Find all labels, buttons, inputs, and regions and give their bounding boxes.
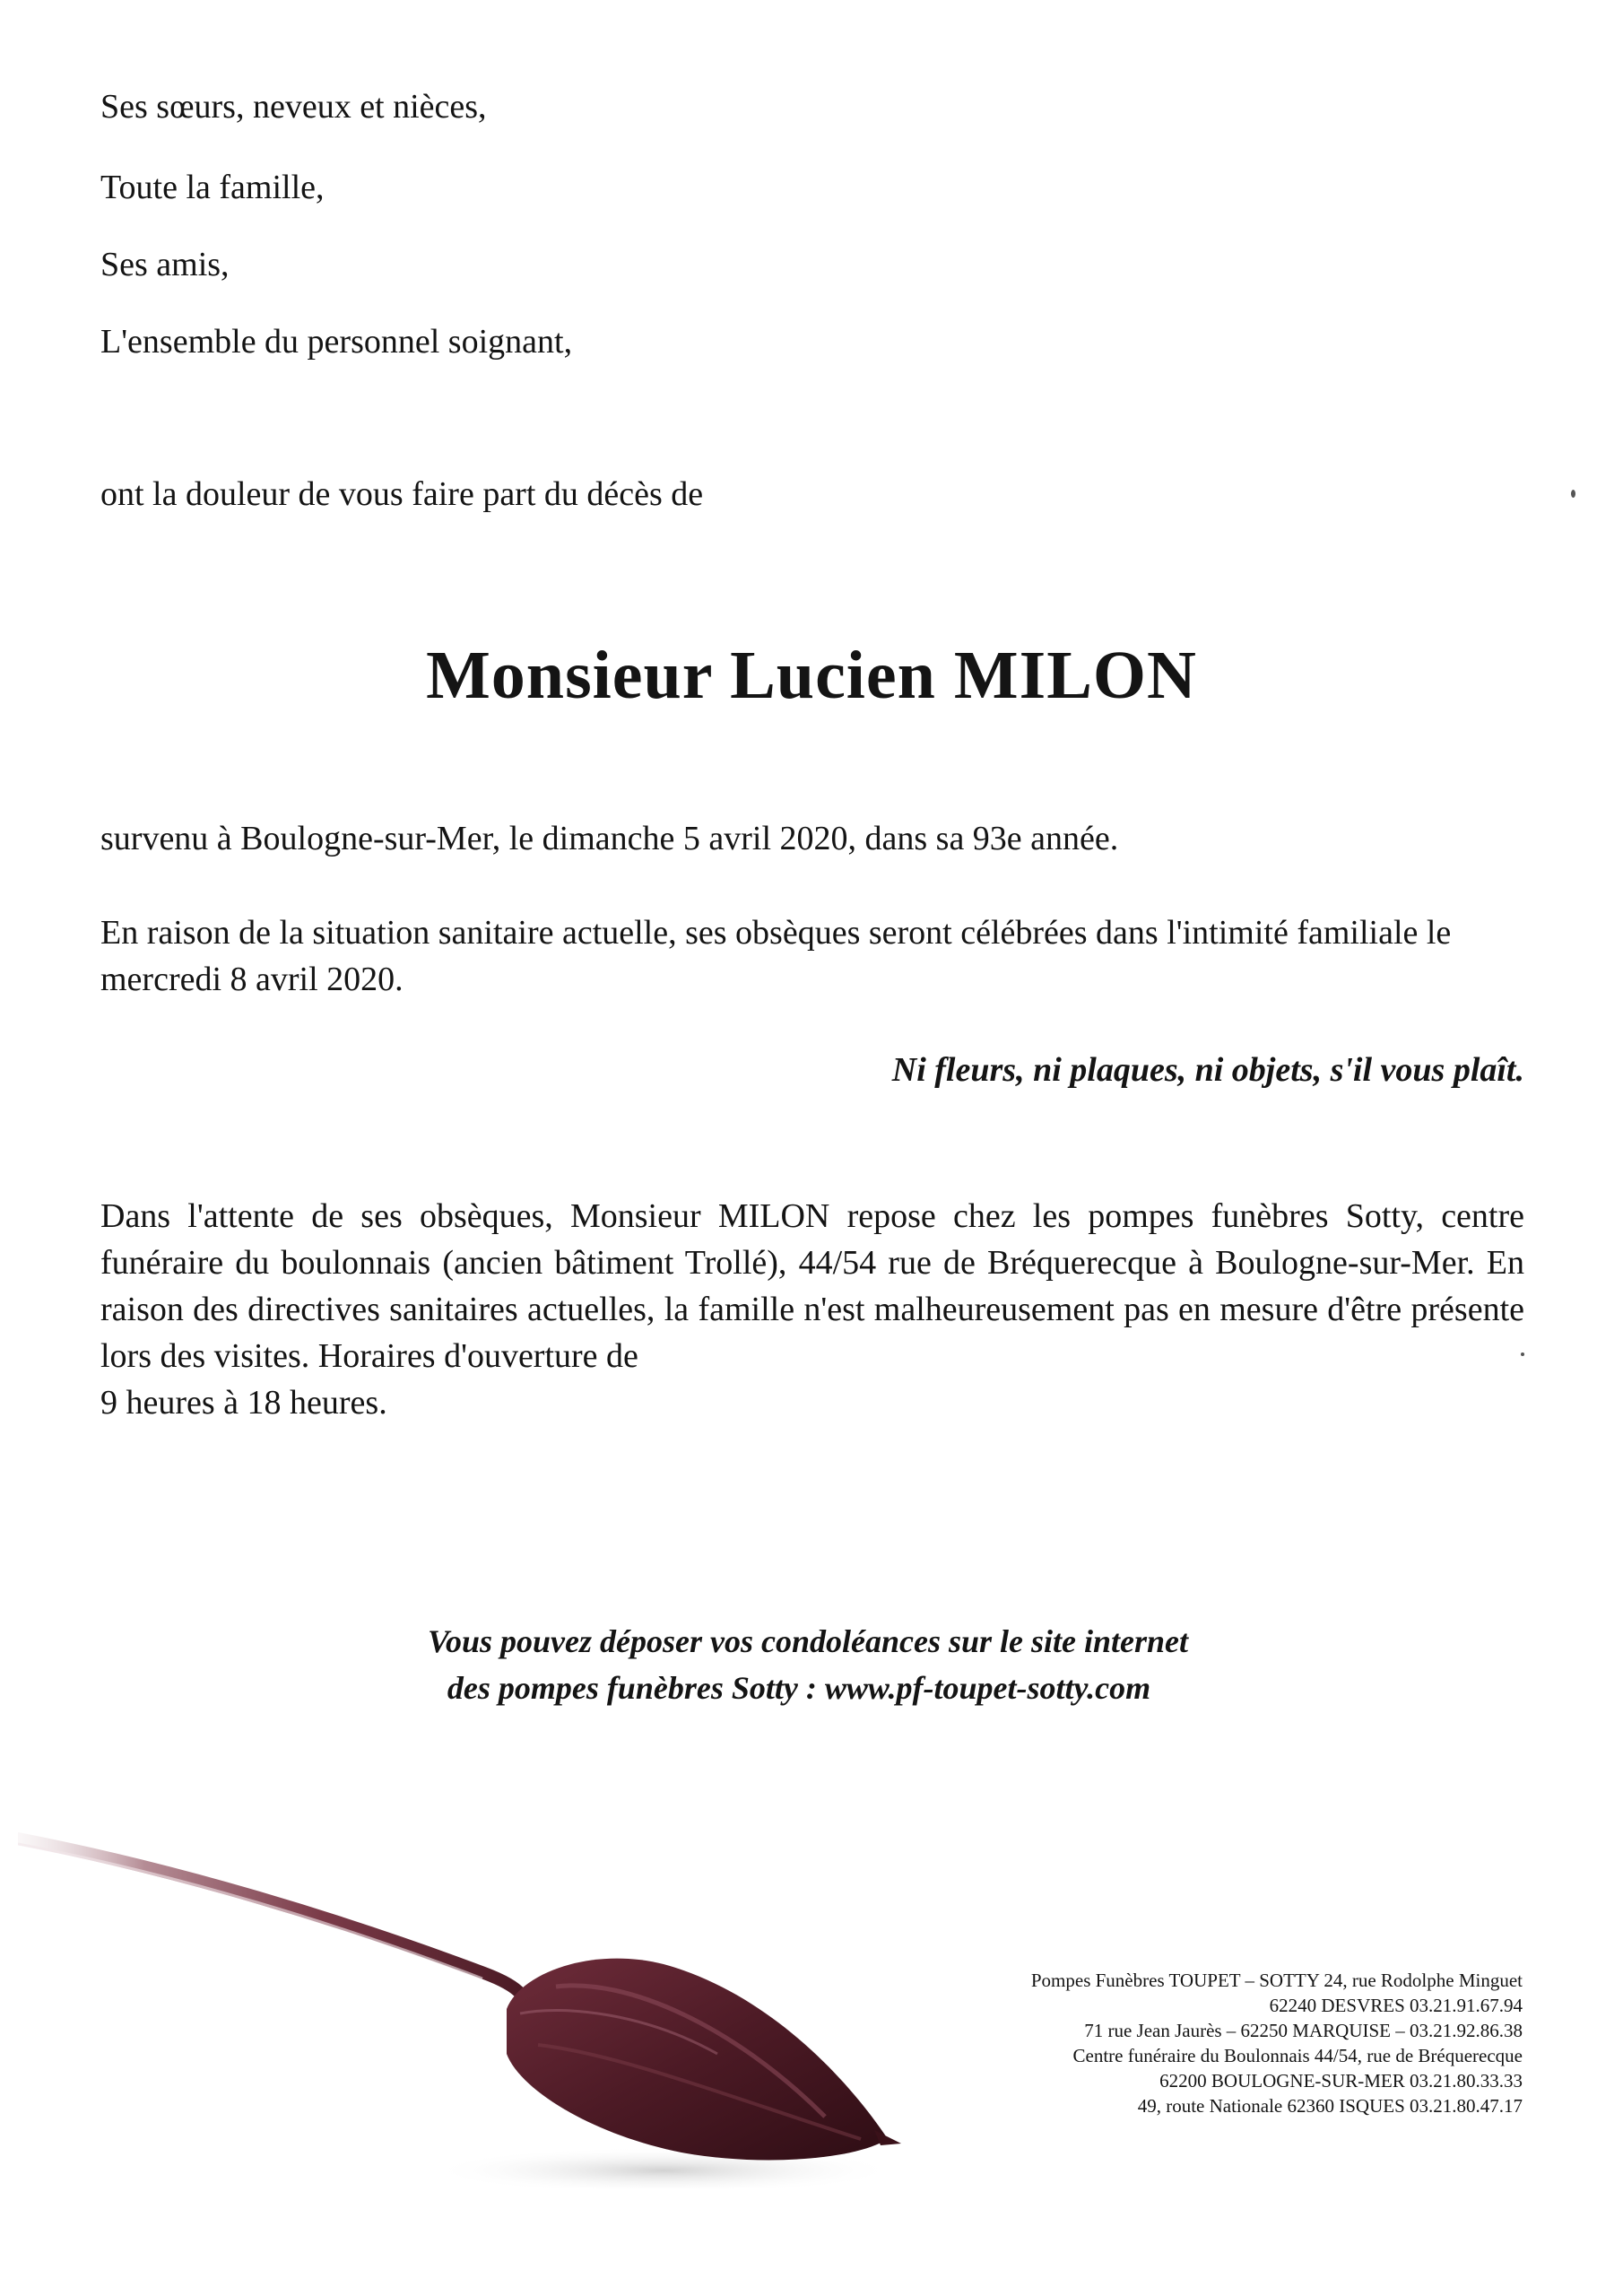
death-details: survenu à Boulogne-sur-Mer, le dimanche 5 avril 2020, dans sa 93e année.: [100, 820, 1119, 857]
flower-stem: [18, 1839, 525, 2018]
salutation-care-staff: L'ensemble du personnel soignant,: [100, 323, 573, 361]
funeral-home-line: Centre funéraire du Boulonnais 44/54, rue de Bréquerecque: [1072, 2045, 1523, 2066]
calla-lily-image: [18, 1785, 933, 2188]
ceremony-details: En raison de la situation sanitaire actuelle, ses obsèques seront célébrées dans l'intimité familiale le mercredi 8 avril 2020.: [100, 914, 1452, 998]
viewing-details: Dans l'attente de ses obsèques, Monsieur MILON repose chez les pompes funèbres Sotty, centre funéraire du boulonnais (ancien bâtiment Trollé), 44/54 rue de Bréquerecque à Boulogne-sur-Mer. En raison des directives sanitaires actuelles, la famille n'est malheureusement pas en mesure d'être présente lors des visites. Horaires d'ouverture de: [100, 1197, 1524, 1375]
salutation-friends: Ses amis,: [100, 246, 230, 283]
salutation-family: Toute la famille,: [100, 169, 325, 206]
condolences-line-2: des pompes funèbres Sotty : www.pf-toupet-sotty.com: [447, 1670, 1151, 1706]
funeral-home-line: 49, route Nationale 62360 ISQUES 03.21.80.47.17: [1137, 2095, 1523, 2117]
viewing-hours: 9 heures à 18 heures.: [100, 1384, 387, 1422]
scan-speck: [1571, 490, 1575, 498]
salutation-sisters: Ses sœurs, neveux et nièces,: [100, 88, 487, 126]
no-flowers-request: Ni fleurs, ni plaques, ni objets, s'il vous plaît.: [891, 1051, 1524, 1089]
deceased-name: Monsieur Lucien MILON: [426, 638, 1197, 713]
scan-speck: [1521, 1352, 1524, 1356]
funeral-home-line: 62200 BOULOGNE-SUR-MER 03.21.80.33.33: [1159, 2070, 1523, 2092]
condolences-line-1: Vous pouvez déposer vos condoléances sur le site internet: [427, 1623, 1188, 1659]
funeral-home-contact: [877, 1968, 1523, 2118]
funeral-home-line: 71 rue Jean Jaurès – 62250 MARQUISE – 03.21.92.86.38: [1084, 2020, 1523, 2041]
funeral-home-line: 62240 DESVRES 03.21.91.67.94: [1269, 1995, 1523, 2016]
announcement-intro: ont la douleur de vous faire part du décès de: [100, 475, 704, 513]
funeral-home-line: Pompes Funèbres TOUPET – SOTTY 24, rue Rodolphe Minguet: [1030, 1970, 1523, 1991]
